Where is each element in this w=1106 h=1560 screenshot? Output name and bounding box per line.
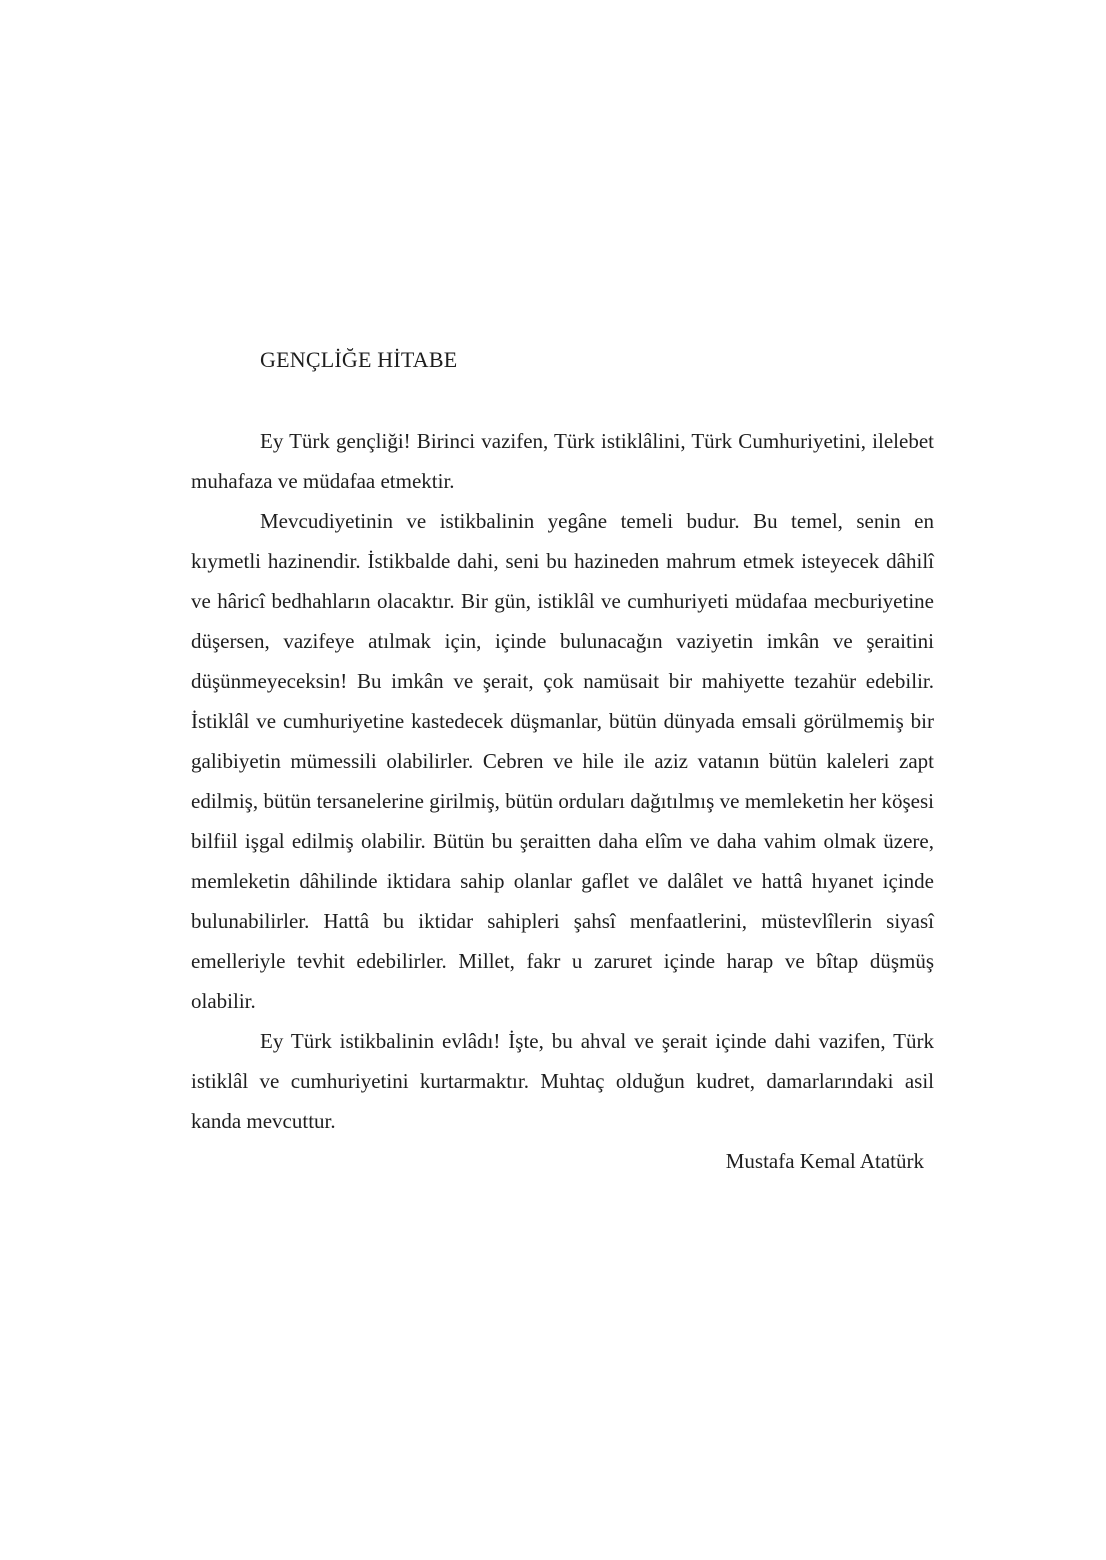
document-body <box>191 421 934 1181</box>
paragraph-2: Mevcudiyetinin ve istikbalinin yegâne temeli budur. Bu temel, senin en kıymetli hazinendir. İstikbalde dahi, seni bu hazineden mahrum etmek isteyecek dâhilî ve hâricî bedhahların olacaktır. Bir gün, istiklâl ve cumhuriyeti müdafaa mecburiyetine düşersen, vazifeye atılmak için, içinde bulunacağın vaziyetin imkân ve şeraitini düşünmeyeceksin! Bu imkân ve şerait, çok namüsait bir mahiyette tezahür edebilir. İstiklâl ve cumhuriyetine kastedecek düşmanlar, bütün dünyada emsali görülmemiş bir galibiyetin mümessili olabilirler. Cebren ve hile ile aziz vatanın bütün kaleleri zapt edilmiş, bütün tersanelerine girilmiş, bütün orduları dağıtılmış ve memleketin her köşesi bilfiil işgal edilmiş olabilir. Bütün bu şeraitten daha elîm ve daha vahim olmak üzere, memleketin dâhilinde iktidara sahip olanlar gaflet ve dalâlet ve hattâ hıyanet içinde bulunabilirler. Hattâ bu iktidar sahipleri şahsî menfaatlerini, müstevlîlerin siyasî emelleriyle tevhit edebilirler. Millet, fakr u zaruret içinde harap ve bîtap düşmüş olabilir. <box>191 509 934 1013</box>
document-title: GENÇLİĞE HİTABE <box>260 347 458 372</box>
signature: Mustafa Kemal Atatürk <box>725 1149 924 1173</box>
paragraph-1: Ey Türk gençliği! Birinci vazifen, Türk istiklâlini, Türk Cumhuriyetini, ilelebet muhafaza ve müdafaa etmektir. <box>191 429 934 493</box>
document-page <box>191 340 934 1181</box>
paragraph-3: Ey Türk istikbalinin evlâdı! İşte, bu ahval ve şerait içinde dahi vazifen, Türk istiklâl ve cumhuriyetini kurtarmaktır. Muhtaç olduğun kudret, damarlarındaki asil kanda mevcuttur. <box>191 1029 934 1133</box>
